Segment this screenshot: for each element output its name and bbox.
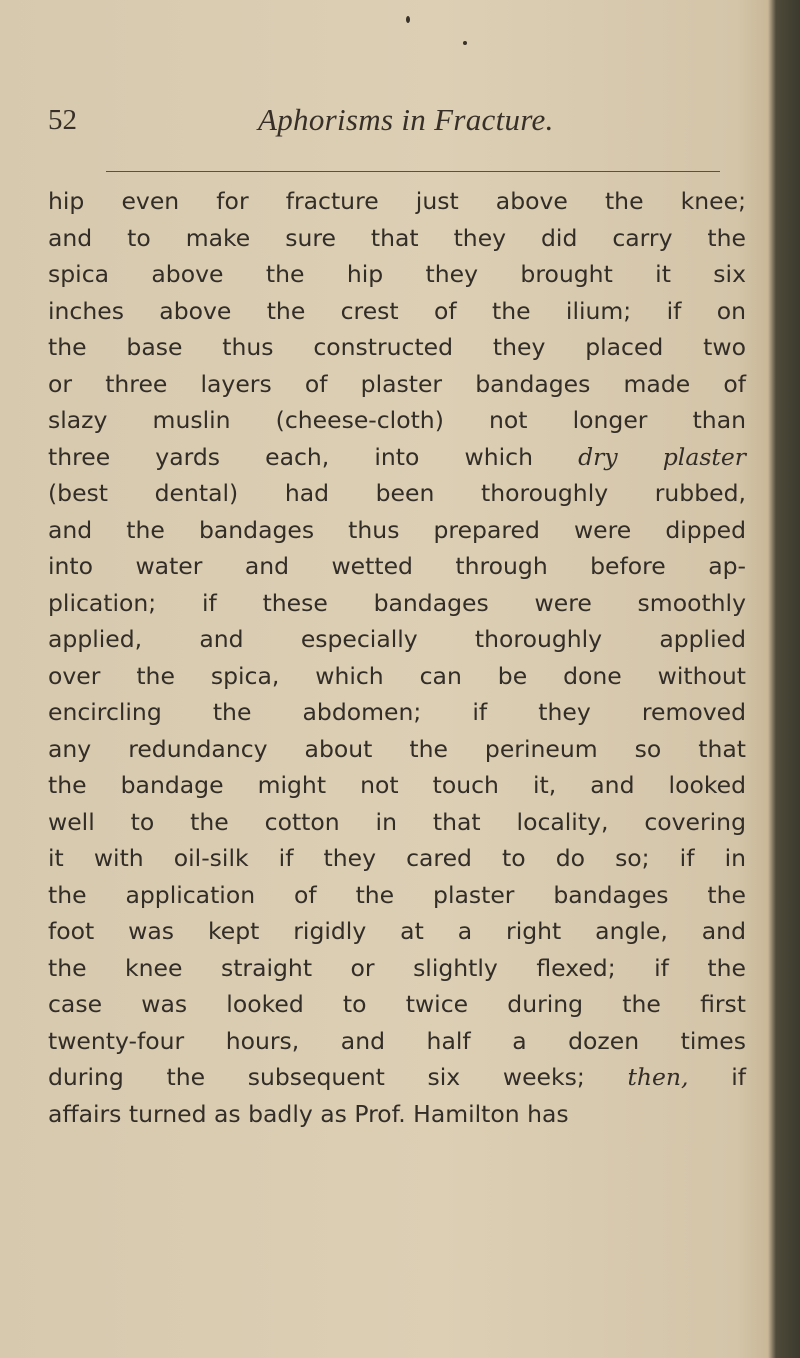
text-line: inches above the crest of the ilium; if on (48, 296, 746, 325)
text-segment: during the subsequent six weeks; (48, 1063, 628, 1091)
text-line: the base thus constructed they placed two (48, 333, 746, 361)
header-rule (106, 171, 720, 172)
text-line: over the spica, which can be done without (48, 661, 746, 690)
text-line: case was looked to twice during the first (48, 990, 746, 1018)
text-line: any redundancy about the perineum so that (48, 734, 746, 763)
page-header (48, 102, 748, 142)
text-line: twenty-four hours, and half a dozen times (48, 1026, 746, 1055)
italic-text: dry plaster (578, 442, 746, 471)
text-line: applied, and especially thoroughly applied (48, 625, 746, 653)
text-line: or three layers of plaster bandages made of (48, 369, 746, 398)
text-line: hip even for fracture just above the knee; (48, 187, 746, 215)
text-line: plication; if these bandages were smoothly (48, 588, 746, 617)
ink-speck (463, 41, 467, 45)
text-line: the knee straight or slightly flexed; if the (48, 953, 746, 982)
text-line: into water and wetted through before ap- (48, 552, 746, 580)
text-line: and the bandages thus prepared were dipped (48, 515, 746, 544)
ink-speck (406, 16, 410, 23)
text-line: slazy muslin (cheese-cloth) not longer than (48, 406, 746, 434)
text-segment: three yards each, into which (48, 442, 579, 471)
running-title: Aphorisms in Fracture. (258, 102, 554, 137)
body-text (48, 183, 746, 1132)
text-line: foot was kept rigidly at a right angle, and (48, 917, 746, 945)
text-line (48, 1059, 746, 1096)
italic-text: then, (627, 1063, 689, 1091)
text-line: spica above the hip they brought it six (48, 260, 746, 288)
text-line: well to the cotton in that locality, covering (48, 807, 746, 836)
text-line: (best dental) had been thoroughly rubbed, (48, 479, 746, 507)
text-line: and to make sure that they did carry the (48, 223, 746, 252)
page-number: 52 (48, 104, 77, 136)
text-segment: if (688, 1063, 746, 1091)
text-line: the application of the plaster bandages the (48, 880, 746, 909)
text-line (48, 439, 746, 476)
text-line: the bandage might not touch it, and looked (48, 771, 746, 799)
text-line: it with oil-silk if they cared to do so; if in (48, 844, 746, 872)
text-line: encircling the abdomen; if they removed (48, 698, 746, 726)
text-line: affairs turned as badly as Prof. Hamilton has (48, 1099, 569, 1128)
